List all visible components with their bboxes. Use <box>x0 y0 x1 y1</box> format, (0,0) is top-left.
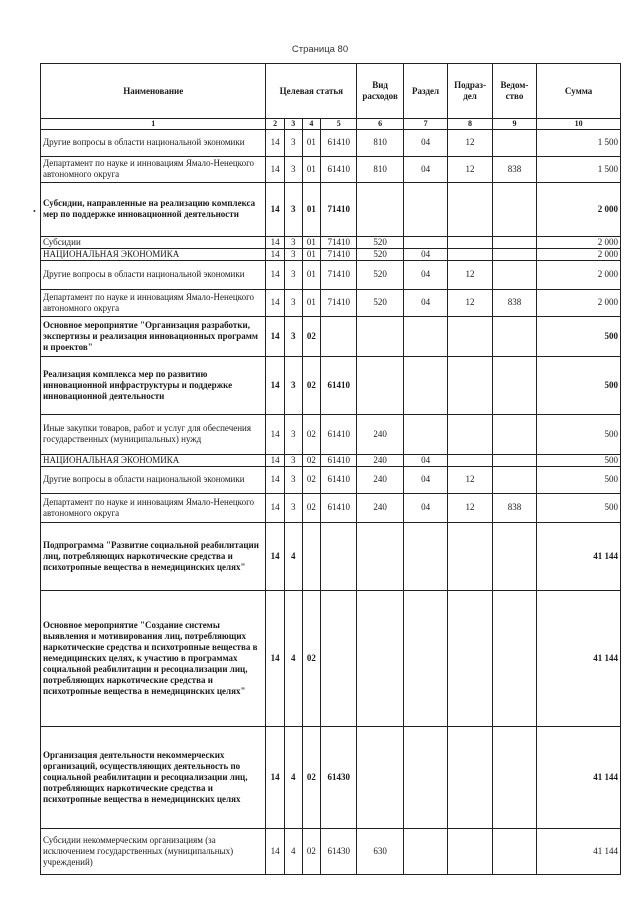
cell-section <box>403 828 447 874</box>
cell-target-3: 02 <box>302 414 321 454</box>
cell-section <box>403 316 447 356</box>
cell-sum: 500 <box>537 493 621 522</box>
cell-target-3: 02 <box>302 590 321 726</box>
cell-exp-type <box>357 522 404 590</box>
cell-sum: 500 <box>537 356 621 414</box>
column-number: 1 <box>41 119 266 130</box>
cell-section <box>403 182 447 236</box>
cell-name: Субсидии некоммерческим организациям (за исключением государственных (муниципальных) учреждений) <box>41 828 266 874</box>
table-row <box>41 182 621 236</box>
cell-target-4: 71410 <box>321 248 357 260</box>
cell-name: Субсидии, направленные на реализацию комплекса мер по поддержке инновационной деятельности <box>41 182 266 236</box>
cell-target-3: 01 <box>302 129 321 156</box>
cell-section <box>403 726 447 828</box>
cell-target-1: 14 <box>266 590 285 726</box>
cell-name: Основное мероприятие "Организация разработки, экспертизы и реализация инновационных программ и проектов" <box>41 316 266 356</box>
cell-department: 838 <box>492 493 536 522</box>
cell-target-3 <box>302 522 321 590</box>
cell-section: 04 <box>403 260 447 289</box>
table-row <box>41 236 621 248</box>
cell-target-4: 61410 <box>321 156 357 182</box>
cell-name: Департамент по науке и инновациям Ямало-Ненецкого автономного округа <box>41 289 266 316</box>
table-row <box>41 260 621 289</box>
table-row <box>41 356 621 414</box>
cell-target-2: 3 <box>284 414 302 454</box>
cell-department <box>492 522 536 590</box>
cell-exp-type <box>357 316 404 356</box>
cell-name: Иные закупки товаров, работ и услуг для обеспечения государственных (муниципальных) нужд <box>41 414 266 454</box>
cell-exp-type: 630 <box>357 828 404 874</box>
cell-target-2: 3 <box>284 260 302 289</box>
cell-target-3: 01 <box>302 156 321 182</box>
cell-target-3: 01 <box>302 236 321 248</box>
table-row <box>41 414 621 454</box>
cell-sum: 1 500 <box>537 129 621 156</box>
cell-target-4 <box>321 316 357 356</box>
cell-target-1: 14 <box>266 454 285 466</box>
cell-target-3: 02 <box>302 493 321 522</box>
cell-subsection <box>448 454 492 466</box>
cell-exp-type: 810 <box>357 129 404 156</box>
cell-target-4 <box>321 590 357 726</box>
cell-name: Основное мероприятие "Создание системы выявления и мотивирования лиц, потребляющих наркотические средства и психотропные вещества в немедицинских целях, к участию в программах социальной реабилитации и ресоциализации лиц, потребляющих наркотические средства и психотропные вещества в немедицинских целях" <box>41 590 266 726</box>
cell-target-4: 71410 <box>321 289 357 316</box>
cell-target-4: 61430 <box>321 828 357 874</box>
cell-target-2: 4 <box>284 522 302 590</box>
column-number: 2 <box>266 119 285 130</box>
column-number: 4 <box>302 119 321 130</box>
cell-exp-type <box>357 182 404 236</box>
cell-target-2: 3 <box>284 129 302 156</box>
cell-department <box>492 454 536 466</box>
cell-target-1: 14 <box>266 726 285 828</box>
cell-name: Субсидии <box>41 236 266 248</box>
cell-subsection <box>448 356 492 414</box>
column-number: 9 <box>492 119 536 130</box>
cell-target-2: 3 <box>284 289 302 316</box>
cell-exp-type: 520 <box>357 289 404 316</box>
cell-target-3: 02 <box>302 316 321 356</box>
cell-name: НАЦИОНАЛЬНАЯ ЭКОНОМИКА <box>41 248 266 260</box>
cell-target-2: 3 <box>284 493 302 522</box>
cell-target-4: 61410 <box>321 466 357 493</box>
cell-name: Департамент по науке и инновациям Ямало-Ненецкого автономного округа <box>41 156 266 182</box>
cell-target-2: 3 <box>284 236 302 248</box>
cell-name: Другие вопросы в области национальной экономики <box>41 260 266 289</box>
cell-subsection: 12 <box>448 493 492 522</box>
cell-exp-type <box>357 356 404 414</box>
cell-name: НАЦИОНАЛЬНАЯ ЭКОНОМИКА <box>41 454 266 466</box>
table-body <box>41 129 621 874</box>
cell-exp-type: 240 <box>357 493 404 522</box>
cell-department <box>492 466 536 493</box>
cell-sum: 2 000 <box>537 182 621 236</box>
cell-target-3: 02 <box>302 726 321 828</box>
cell-exp-type: 240 <box>357 414 404 454</box>
cell-name: Другие вопросы в области национальной экономики <box>41 129 266 156</box>
cell-target-1: 14 <box>266 260 285 289</box>
cell-target-1: 14 <box>266 236 285 248</box>
cell-target-1: 14 <box>266 828 285 874</box>
cell-subsection <box>448 236 492 248</box>
cell-target-2: 3 <box>284 156 302 182</box>
table-row <box>41 726 621 828</box>
cell-sum: 500 <box>537 454 621 466</box>
table-row <box>41 590 621 726</box>
cell-target-2: 3 <box>284 466 302 493</box>
cell-target-2: 3 <box>284 182 302 236</box>
cell-department: 838 <box>492 289 536 316</box>
cell-exp-type: 520 <box>357 260 404 289</box>
header-sum: Сумма <box>537 64 621 119</box>
cell-name: Реализация комплекса мер по развитию инновационной инфраструктуры и поддержке инновационной деятельности <box>41 356 266 414</box>
cell-target-2: 4 <box>284 828 302 874</box>
cell-target-1: 14 <box>266 182 285 236</box>
table-row <box>41 522 621 590</box>
cell-target-3: 01 <box>302 260 321 289</box>
cell-target-4: 61410 <box>321 414 357 454</box>
cell-subsection <box>448 182 492 236</box>
table-row <box>41 466 621 493</box>
cell-name: Организация деятельности некоммерческих организаций, осуществляющих деятельность по социальной реабилитации и ресоциализации лиц, потребляющих наркотические средства и психотропные вещества в немедицинских целях <box>41 726 266 828</box>
table-row <box>41 828 621 874</box>
cell-section: 04 <box>403 289 447 316</box>
table-row <box>41 289 621 316</box>
cell-department <box>492 236 536 248</box>
cell-exp-type: 240 <box>357 454 404 466</box>
table-row <box>41 129 621 156</box>
cell-target-3: 02 <box>302 828 321 874</box>
cell-target-4: 71410 <box>321 182 357 236</box>
cell-subsection <box>448 316 492 356</box>
header-exp-type: Вид расходов <box>357 64 404 119</box>
cell-exp-type: 520 <box>357 236 404 248</box>
cell-sum: 2 000 <box>537 248 621 260</box>
cell-target-4: 61410 <box>321 356 357 414</box>
cell-target-2: 3 <box>284 248 302 260</box>
table-row <box>41 248 621 260</box>
column-number: 7 <box>403 119 447 130</box>
cell-target-2: 4 <box>284 590 302 726</box>
cell-sum: 41 144 <box>537 828 621 874</box>
cell-name: Другие вопросы в области национальной экономики <box>41 466 266 493</box>
cell-exp-type <box>357 726 404 828</box>
cell-section: 04 <box>403 248 447 260</box>
cell-target-2: 3 <box>284 356 302 414</box>
column-number-row <box>41 119 621 130</box>
cell-name: Департамент по науке и инновациям Ямало-Ненецкого автономного округа <box>41 493 266 522</box>
cell-target-3: 02 <box>302 356 321 414</box>
cell-target-1: 14 <box>266 248 285 260</box>
header-target: Целевая статья <box>266 64 357 119</box>
cell-target-3: 02 <box>302 454 321 466</box>
cell-target-3: 01 <box>302 182 321 236</box>
cell-sum: 41 144 <box>537 522 621 590</box>
cell-target-4: 61410 <box>321 454 357 466</box>
column-number: 8 <box>448 119 492 130</box>
cell-name: Подпрограмма "Развитие социальной реабилитации лиц, потребляющих наркотические средства и психотропные вещества в немедицинских целях" <box>41 522 266 590</box>
cell-department <box>492 414 536 454</box>
cell-department <box>492 356 536 414</box>
table-row <box>41 316 621 356</box>
cell-target-1: 14 <box>266 493 285 522</box>
cell-section: 04 <box>403 454 447 466</box>
cell-subsection <box>448 414 492 454</box>
table-row <box>41 454 621 466</box>
cell-section <box>403 590 447 726</box>
header-row <box>41 64 621 119</box>
cell-target-2: 3 <box>284 316 302 356</box>
cell-target-4: 71410 <box>321 260 357 289</box>
cell-exp-type: 240 <box>357 466 404 493</box>
cell-target-1: 14 <box>266 156 285 182</box>
budget-table <box>40 63 621 875</box>
header-subsection: Подраз-дел <box>448 64 492 119</box>
cell-subsection <box>448 726 492 828</box>
cell-sum: 2 000 <box>537 289 621 316</box>
cell-department <box>492 248 536 260</box>
cell-subsection <box>448 248 492 260</box>
cell-department <box>492 590 536 726</box>
cell-sum: 2 000 <box>537 260 621 289</box>
cell-target-4: 61410 <box>321 493 357 522</box>
cell-target-4: 61410 <box>321 129 357 156</box>
cell-target-1: 14 <box>266 522 285 590</box>
cell-sum: 500 <box>537 414 621 454</box>
cell-sum: 2 000 <box>537 236 621 248</box>
cell-department <box>492 260 536 289</box>
cell-target-4 <box>321 522 357 590</box>
cell-subsection: 12 <box>448 129 492 156</box>
cell-section <box>403 356 447 414</box>
cell-target-3: 01 <box>302 289 321 316</box>
cell-section <box>403 414 447 454</box>
cell-department <box>492 726 536 828</box>
cell-section: 04 <box>403 466 447 493</box>
cell-target-1: 14 <box>266 316 285 356</box>
cell-section <box>403 236 447 248</box>
cell-subsection: 12 <box>448 260 492 289</box>
cell-exp-type <box>357 590 404 726</box>
cell-exp-type: 810 <box>357 156 404 182</box>
cell-subsection <box>448 828 492 874</box>
cell-sum: 1 500 <box>537 156 621 182</box>
cell-target-1: 14 <box>266 289 285 316</box>
cell-target-1: 14 <box>266 414 285 454</box>
cell-subsection: 12 <box>448 466 492 493</box>
header-name: Наименование <box>41 64 266 119</box>
cell-target-4: 71410 <box>321 236 357 248</box>
header-section: Раздел <box>403 64 447 119</box>
table-row <box>41 156 621 182</box>
cell-subsection <box>448 522 492 590</box>
cell-target-1: 14 <box>266 356 285 414</box>
column-number: 3 <box>284 119 302 130</box>
cell-department <box>492 828 536 874</box>
cell-subsection <box>448 590 492 726</box>
cell-sum: 500 <box>537 316 621 356</box>
cell-section: 04 <box>403 156 447 182</box>
cell-sum: 500 <box>537 466 621 493</box>
cell-sum: 41 144 <box>537 590 621 726</box>
cell-target-2: 3 <box>284 454 302 466</box>
side-mark: • <box>33 207 36 216</box>
cell-sum: 41 144 <box>537 726 621 828</box>
cell-section: 04 <box>403 493 447 522</box>
cell-section: 04 <box>403 129 447 156</box>
cell-department <box>492 182 536 236</box>
column-number: 5 <box>321 119 357 130</box>
cell-target-1: 14 <box>266 466 285 493</box>
cell-section <box>403 522 447 590</box>
cell-exp-type: 520 <box>357 248 404 260</box>
cell-target-3: 02 <box>302 466 321 493</box>
header-department: Ведом-ство <box>492 64 536 119</box>
cell-target-3: 01 <box>302 248 321 260</box>
cell-department <box>492 129 536 156</box>
cell-subsection: 12 <box>448 156 492 182</box>
cell-subsection: 12 <box>448 289 492 316</box>
column-number: 6 <box>357 119 404 130</box>
cell-target-1: 14 <box>266 129 285 156</box>
cell-department <box>492 316 536 356</box>
table-row <box>41 493 621 522</box>
cell-target-4: 61430 <box>321 726 357 828</box>
page-label: Страница 80 <box>291 44 349 55</box>
column-number: 10 <box>537 119 621 130</box>
cell-target-2: 4 <box>284 726 302 828</box>
cell-department: 838 <box>492 156 536 182</box>
